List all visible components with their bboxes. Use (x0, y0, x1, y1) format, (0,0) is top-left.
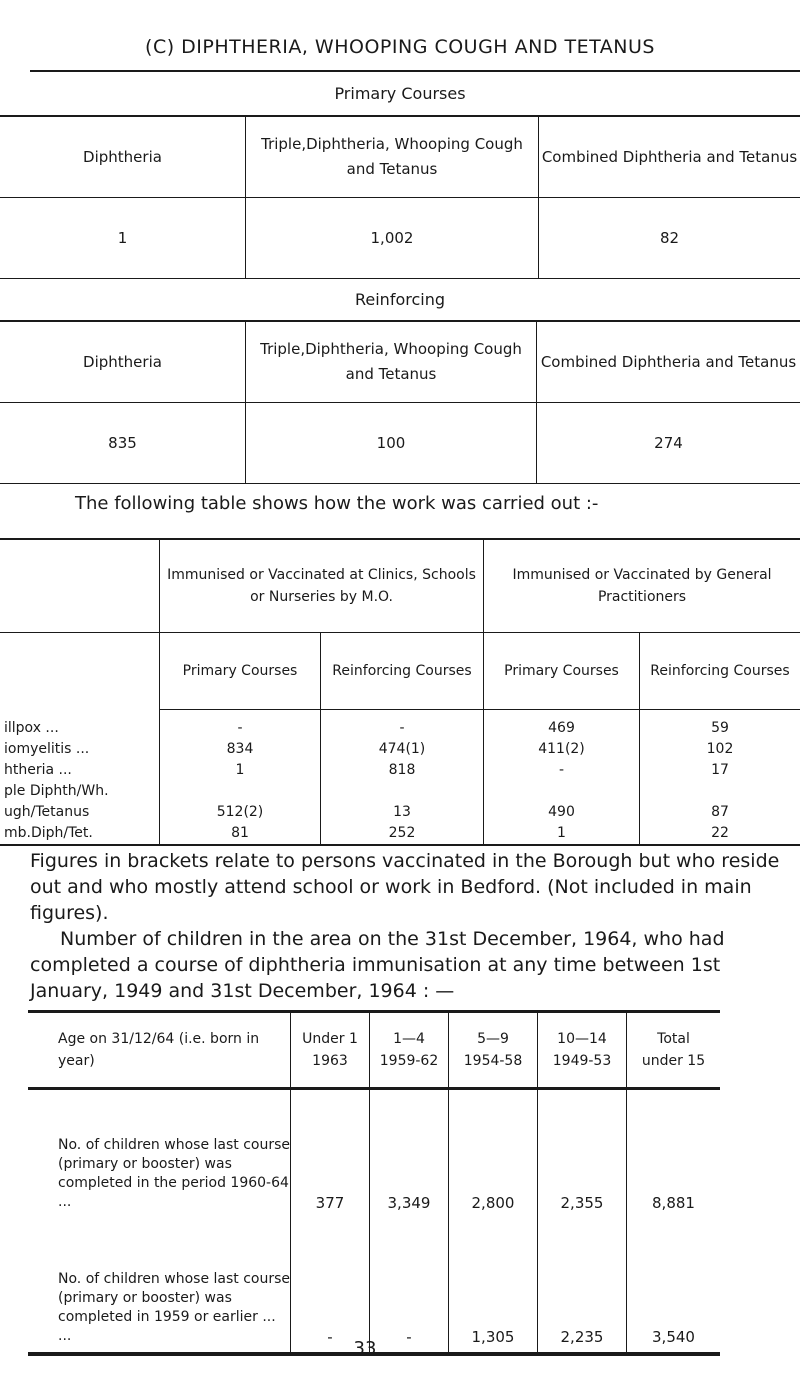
sub-header: Primary Courses (484, 633, 640, 710)
cell: 469 (484, 710, 640, 740)
age-column-header: Total under 15 (627, 1012, 721, 1089)
cell: 2,800 (449, 1089, 538, 1219)
page-number: 33 (353, 1338, 377, 1359)
cell: 81 (160, 823, 321, 845)
cell: 3,349 (370, 1089, 449, 1219)
corner-cell (0, 539, 160, 633)
cell: 377 (291, 1089, 370, 1219)
cell: - (484, 760, 640, 781)
row-label: No. of children whose last course (primary or booster) was completed in the period 1960-64 ... (58, 1137, 291, 1210)
cell: 87 (640, 802, 800, 823)
group-header-gp: Immunised or Vaccinated by General Practitioners (484, 539, 800, 633)
cell: 59 (640, 710, 800, 740)
cell (160, 781, 321, 802)
cell: 22 (640, 823, 800, 845)
heading-rule (30, 70, 800, 72)
cell (640, 781, 800, 802)
age-column-header: Under 1 1963 (291, 1012, 370, 1089)
row-label: ugh/Tetanus (0, 802, 160, 823)
value-combined: 82 (539, 198, 800, 279)
header-triple: Triple,Diphtheria, Whooping Cough and Tetanus (246, 321, 537, 403)
value-triple: 1,002 (246, 198, 539, 279)
header-diphtheria: Diphtheria (0, 321, 246, 403)
value-triple: 100 (246, 403, 537, 484)
sub-header: Reinforcing Courses (640, 633, 800, 710)
cell: 411(2) (484, 739, 640, 760)
cell: 1 (484, 823, 640, 845)
value-diphtheria: 1 (0, 198, 246, 279)
header-triple: Triple,Diphtheria, Whooping Cough and Tetanus (246, 116, 539, 198)
row-label: htheria ... (0, 760, 160, 781)
cell: 1,305 (449, 1218, 538, 1354)
row-label: ple Diphth/Wh. (0, 781, 160, 802)
cell: 8,881 (627, 1089, 721, 1219)
cell: 1 (160, 760, 321, 781)
age-table (28, 1010, 720, 1356)
cell: 2,355 (538, 1089, 627, 1219)
brackets-note: Figures in brackets relate to persons vaccinated in the Borough but who reside out and who mostly attend school or work in Bedford. (Not included in main figures). (30, 850, 780, 924)
reinforcing-caption: Reinforcing (354, 290, 445, 309)
children-count-intro: Number of children in the area on the 31st December, 1964, who had completed a course of diphtheria immunisation at any time between 1st January, 1949 and 31st December, 1964 : — (30, 928, 725, 1002)
row-label: No. of children whose last course (primary or booster) was completed in 1959 or earlier ... ... (28, 1218, 291, 1354)
cell (321, 781, 484, 802)
age-column-header: 1—4 1959-62 (370, 1012, 449, 1089)
cell: - (321, 710, 484, 740)
cell: 102 (640, 739, 800, 760)
cell: - (370, 1218, 449, 1354)
sub-header: Primary Courses (160, 633, 321, 710)
cell: 3,540 (627, 1218, 721, 1354)
cell: 17 (640, 760, 800, 781)
cell: 512(2) (160, 802, 321, 823)
age-column-header: 5—9 1954-58 (449, 1012, 538, 1089)
cell: 818 (321, 760, 484, 781)
work-table (0, 538, 800, 846)
cell (484, 781, 640, 802)
cell: 252 (321, 823, 484, 845)
primary-courses-caption: Primary Courses (334, 84, 466, 103)
row-label: iomyelitis ... (0, 739, 160, 760)
corner-cell (0, 633, 160, 710)
age-corner: Age on 31/12/64 (i.e. born in year) (28, 1012, 291, 1089)
row-label: illpox ... (0, 710, 160, 740)
cell: 490 (484, 802, 640, 823)
value-combined: 274 (537, 403, 800, 484)
primary-courses-table (0, 115, 800, 279)
header-combined: Combined Diphtheria and Tetanus (537, 321, 800, 403)
work-table-intro: The following table shows how the work was carried out :- (75, 493, 599, 514)
cell: 13 (321, 802, 484, 823)
section-heading: (C) DIPHTHERIA, WHOOPING COUGH AND TETANUS (145, 36, 655, 58)
cell: 834 (160, 739, 321, 760)
row-label: mb.Diph/Tet. (0, 823, 160, 845)
group-header-mo: Immunised or Vaccinated at Clinics, Schools or Nurseries by M.O. (160, 539, 484, 633)
cell: - (291, 1218, 370, 1354)
cell: 474(1) (321, 739, 484, 760)
cell: 2,235 (538, 1218, 627, 1354)
header-diphtheria: Diphtheria (0, 116, 246, 198)
reinforcing-table (0, 320, 800, 484)
sub-header: Reinforcing Courses (321, 633, 484, 710)
cell: - (160, 710, 321, 740)
header-combined: Combined Diphtheria and Tetanus (539, 116, 800, 198)
age-column-header: 10—14 1949-53 (538, 1012, 627, 1089)
value-diphtheria: 835 (0, 403, 246, 484)
